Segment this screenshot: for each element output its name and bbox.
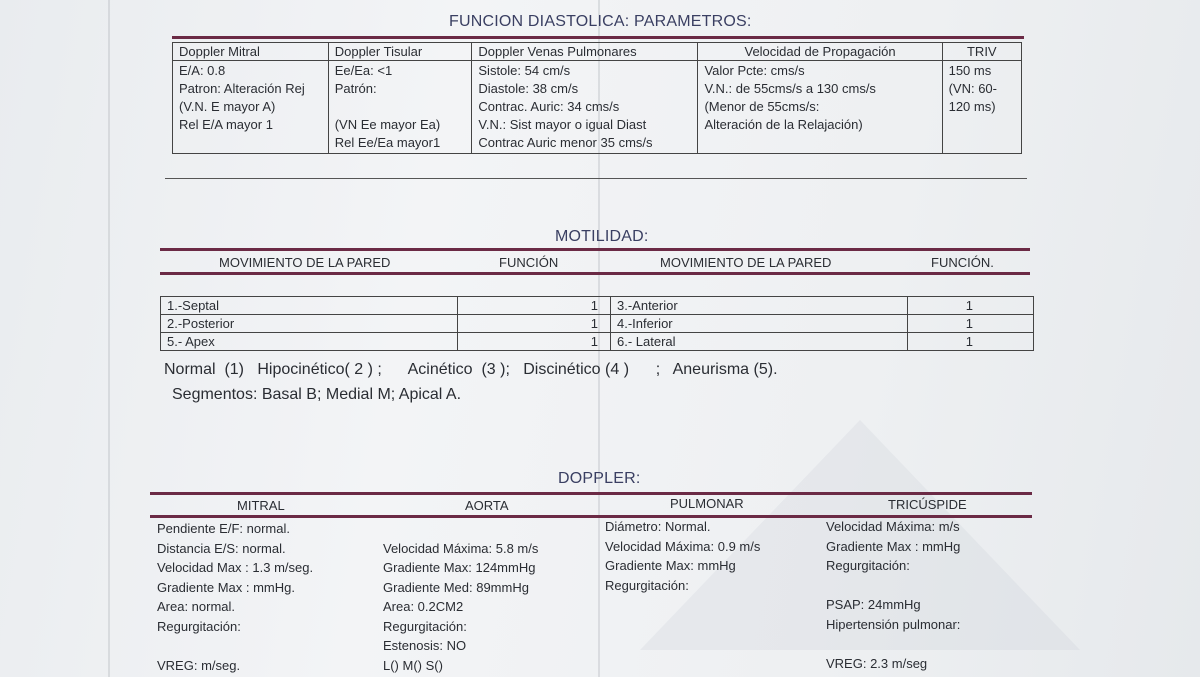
wall-segment-function: 1 <box>458 315 611 333</box>
tricuspide-line: Regurgitación: <box>826 558 910 573</box>
aorta-line: Gradiente Med: 89mmHg <box>383 579 529 595</box>
aorta-line: L() M() S() <box>383 657 443 673</box>
mitral-line: VREG: m/seg. <box>157 657 241 673</box>
pulmonar-column <box>605 517 760 595</box>
aorta-line: Area: 0.2CM2 <box>383 599 464 614</box>
value-line: Patron: Alteración Rej <box>179 81 305 96</box>
header-triv: TRIV <box>942 43 1021 61</box>
wall-segment-label: 1.-Septal <box>161 297 458 315</box>
value-line: V.N.: Sist mayor o igual Diast <box>478 117 647 132</box>
tricuspide-line: PSAP: 24mmHg <box>826 597 921 612</box>
mitral-line: Gradiente Max : mmHg. <box>157 579 295 595</box>
aorta-line <box>383 519 538 539</box>
value-line <box>335 98 466 116</box>
pulmonar-line: Velocidad Máxima: 0.9 m/s <box>605 538 761 554</box>
header-movimiento-1: MOVIMIENTO DE LA PARED <box>219 255 391 270</box>
wall-segment-function: 1 <box>458 333 611 351</box>
wall-segment-function: 1 <box>458 297 611 315</box>
value-line: Rel Ee/Ea mayor1 <box>334 135 441 150</box>
wall-segment-function: 1 <box>908 333 1034 351</box>
wall-segment-function: 1 <box>908 297 1034 315</box>
aorta-line: Gradiente Max: 124mmHg <box>383 560 536 575</box>
diastolic-top-band <box>172 36 1024 39</box>
wall-segment-label: 6.- Lateral <box>611 333 908 351</box>
mitral-line: Velocidad Max : 1.3 m/seg. <box>157 560 314 575</box>
wall-segment-function: 1 <box>908 315 1034 333</box>
venas-values <box>472 61 698 154</box>
value-line: (VN: 60- <box>948 81 997 96</box>
motilidad-row <box>161 333 1034 351</box>
value-line: (V.N. E mayor A) <box>179 99 276 114</box>
wall-segment-label: 4.-Inferior <box>611 315 908 333</box>
value-line: 120 ms) <box>948 99 996 114</box>
tisular-values <box>328 61 472 154</box>
tricuspide-line: Hipertensión pulmonar: <box>826 616 961 632</box>
value-line: Rel E/A mayor 1 <box>179 117 273 132</box>
mitral-line: Distancia E/S: normal. <box>157 540 286 556</box>
tricuspide-line <box>826 576 960 596</box>
header-venas-pulmonares: Doppler Venas Pulmonares <box>472 43 698 61</box>
value-line: Ee/Ea: <1 <box>334 63 393 78</box>
mitral-column <box>157 519 313 675</box>
aorta-column <box>383 519 538 675</box>
value-line: (VN Ee mayor Ea) <box>334 117 441 132</box>
mitral-line <box>157 636 313 656</box>
value-line: Valor Pcte: cms/s <box>704 63 805 78</box>
value-line: 150 ms <box>948 63 992 78</box>
motilidad-top-band <box>160 248 1030 251</box>
diastolic-bottom-rule <box>165 178 1027 179</box>
header-tricuspide: TRICÚSPIDE <box>888 497 967 512</box>
tricuspide-line <box>826 634 960 654</box>
header-pulmonar: PULMONAR <box>670 496 744 511</box>
tricuspide-line: Velocidad Máxima: m/s <box>826 519 960 534</box>
triv-values <box>942 61 1021 154</box>
wall-segment-label: 2.-Posterior <box>161 315 458 333</box>
mitral-values <box>173 61 329 154</box>
header-funcion-2: FUNCIÓN. <box>931 255 994 270</box>
value-line: Sistole: 54 cm/s <box>478 63 571 78</box>
header-funcion-1: FUNCIÓN <box>499 255 559 270</box>
pulmonar-line: Gradiente Max: mmHg <box>605 558 736 573</box>
header-velocidad-propagacion: Velocidad de Propagación <box>698 43 942 61</box>
aorta-line: Velocidad Máxima: 5.8 m/s <box>383 540 539 556</box>
mitral-line: Pendiente E/F: normal. <box>157 521 290 536</box>
diastolic-table <box>172 42 1022 154</box>
pulmonar-line: Diámetro: Normal. <box>605 519 711 534</box>
motilidad-row <box>161 315 1034 333</box>
header-doppler-tisular: Doppler Tisular <box>328 43 472 61</box>
propagacion-values <box>698 61 942 154</box>
motilidad-header-band <box>160 272 1030 275</box>
mitral-line: Regurgitación: <box>157 618 241 634</box>
motilidad-table <box>160 296 1034 351</box>
header-mitral: MITRAL <box>237 498 285 513</box>
mitral-line: Area: normal. <box>157 599 236 614</box>
wall-segment-label: 5.- Apex <box>161 333 458 351</box>
tricuspide-column <box>826 517 960 673</box>
pulmonar-line: Regurgitación: <box>605 577 689 593</box>
header-aorta: AORTA <box>465 498 509 513</box>
segmentos-legend: Segmentos: Basal B; Medial M; Apical A. <box>172 386 462 403</box>
value-line: Contrac. Auric: 34 cms/s <box>478 99 620 114</box>
motilidad-legend: Normal (1) Hipocinético( 2 ) ; Acinético (3 ); Discinético (4 ) ; Aneurisma (5). <box>164 361 778 378</box>
diastolic-title: FUNCION DIASTOLICA: PARAMETROS: <box>449 13 752 30</box>
value-line: V.N.: de 55cms/s a 130 cms/s <box>704 81 876 96</box>
aorta-line: Regurgitación: <box>383 618 467 634</box>
value-line: Diastole: 38 cm/s <box>478 81 579 96</box>
header-doppler-mitral: Doppler Mitral <box>173 43 329 61</box>
paper-fold-left <box>108 0 110 677</box>
header-movimiento-2: MOVIMIENTO DE LA PARED <box>660 255 832 270</box>
wall-segment-label: 3.-Anterior <box>611 297 908 315</box>
tricuspide-line: Gradiente Max : mmHg <box>826 538 961 554</box>
aorta-line: Estenosis: NO <box>383 638 467 653</box>
motilidad-title: MOTILIDAD: <box>555 228 649 245</box>
diastolic-values-row <box>173 61 1022 154</box>
value-line: Patrón: <box>334 81 377 96</box>
doppler-top-band <box>150 492 1032 495</box>
doppler-title: DOPPLER: <box>558 470 641 487</box>
value-line: Contrac Auric menor 35 cms/s <box>478 135 653 150</box>
diastolic-header-row <box>173 43 1022 61</box>
value-line: Alteración de la Relajación) <box>704 117 863 132</box>
value-line: (Menor de 55cms/s: <box>704 99 820 114</box>
value-line: E/A: 0.8 <box>179 63 226 78</box>
tricuspide-line: VREG: 2.3 m/seg <box>826 655 928 671</box>
motilidad-row <box>161 297 1034 315</box>
